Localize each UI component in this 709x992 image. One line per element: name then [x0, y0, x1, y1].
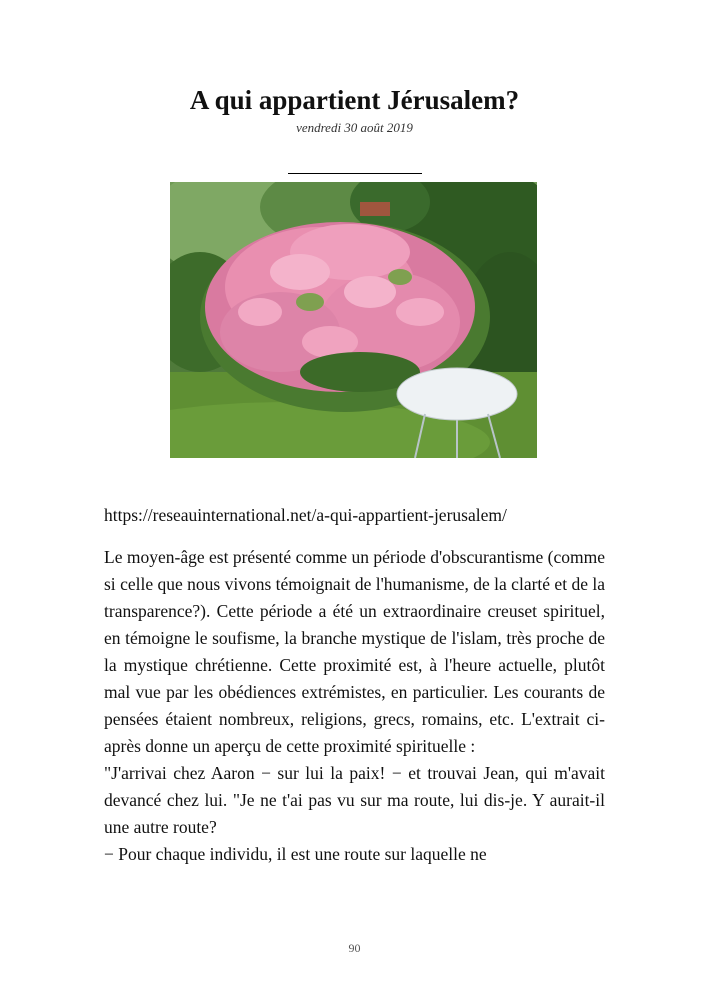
paragraph-dialogue: − Pour chaque individu, il est une route sur laquelle ne	[104, 844, 487, 864]
paragraph-intro: Le moyen-âge est présenté comme un période d'obscurantisme (comme si celle que nous vivons témoignait de l'humanisme, de la clarté et de la transparence?). Cette période a été un extraordinaire creuset spirituel, en témoigne le soufisme, la branche mystique de l'islam, très proche de la mystique chrétienne. Cette proximité est, à l'heure actuelle, plutôt mal vue par les obédiences extrémistes, en particulier. Les courants de pensées étaient nombreux, religions, grecs, romains, etc. L'extrait ci-après donne un aperçu de cette proximité spirituelle :	[104, 547, 605, 756]
page-number: 90	[348, 941, 361, 955]
article-body	[104, 544, 605, 868]
paragraph-quote: "J'arrivai chez Aaron − sur lui la paix! − et trouvai Jean, qui m'avait devancé chez lui. "Je ne t'ai pas vu sur ma route, lui dis-je. Y aurait-il une autre route?	[104, 763, 605, 837]
publication-date: vendredi 30 août 2019	[296, 120, 413, 135]
article-photo	[170, 182, 537, 458]
source-url[interactable]: https://reseauinternational.net/a-qui-appartient-jerusalem/	[104, 505, 507, 525]
page-title: A qui appartient Jérusalem?	[189, 85, 520, 115]
title-divider	[288, 173, 422, 174]
rose-bush-photo	[170, 182, 537, 458]
